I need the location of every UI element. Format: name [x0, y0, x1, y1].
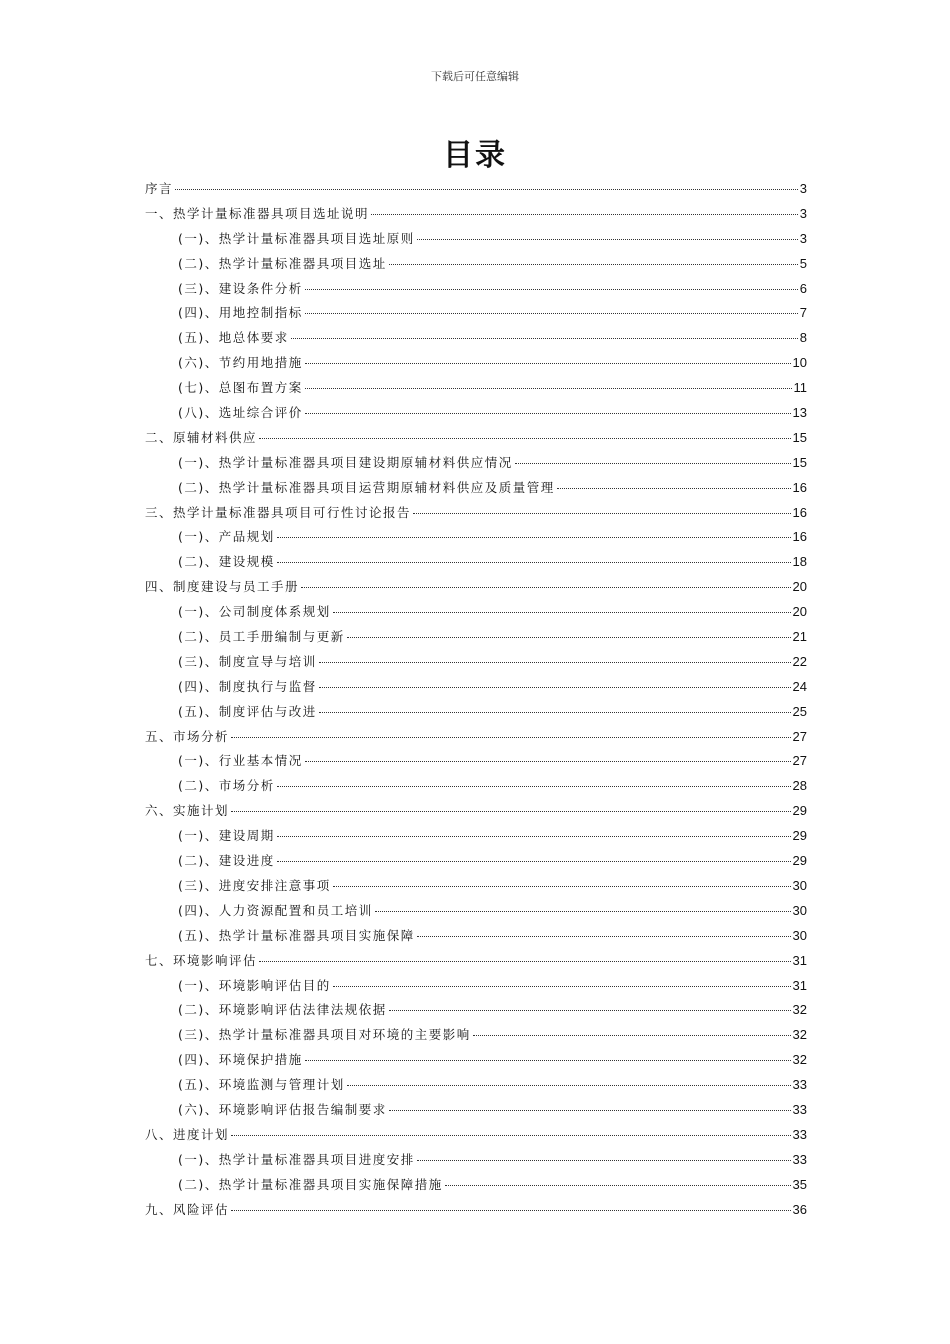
toc-entry-page-number: 3 [799, 230, 807, 246]
toc-entry-page-number: 5 [799, 255, 807, 271]
toc-entry-page-number: 29 [792, 828, 807, 844]
toc-entry[interactable] [145, 351, 807, 376]
toc-entry-page-number: 36 [792, 1201, 807, 1217]
dot-leader [259, 961, 791, 962]
toc-entry[interactable] [145, 1048, 807, 1073]
dot-leader [231, 811, 791, 812]
dot-leader [389, 1110, 791, 1111]
dot-leader [319, 712, 791, 713]
toc-entry-page-number: 16 [792, 529, 807, 545]
toc-entry-page-number: 13 [792, 405, 807, 421]
dot-leader [277, 537, 791, 538]
toc-entry-page-number: 3 [799, 205, 807, 221]
toc-entry[interactable] [145, 525, 807, 550]
toc-entry-label: (二)、热学计量标准器具项目运营期原辅材料供应及质量管理 [178, 479, 555, 495]
toc-entry-label: (三)、进度安排注意事项 [178, 877, 331, 893]
toc-entry[interactable] [145, 899, 807, 924]
dot-leader [175, 189, 798, 190]
toc-entry-label: (五)、制度评估与改进 [178, 703, 317, 719]
toc-entry-label: 六、实施计划 [145, 803, 230, 819]
toc-entry-page-number: 27 [792, 728, 807, 744]
toc-entry-page-number: 30 [792, 927, 807, 943]
dot-leader [375, 911, 791, 912]
toc-entry[interactable] [145, 476, 807, 501]
toc-entry-page-number: 33 [792, 1077, 807, 1093]
toc-entry-label: (六)、节约用地措施 [178, 355, 303, 371]
toc-entry[interactable] [145, 177, 807, 202]
toc-entry[interactable] [145, 1098, 807, 1123]
dot-leader [259, 438, 791, 439]
toc-entry-label: (一)、公司制度体系规划 [178, 604, 331, 620]
dot-leader [347, 1085, 791, 1086]
toc-entry-page-number: 29 [792, 803, 807, 819]
toc-entry[interactable] [145, 974, 807, 999]
toc-entry-label: 三、热学计量标准器具项目可行性讨论报告 [145, 504, 412, 520]
toc-entry-page-number: 6 [799, 280, 807, 296]
toc-entry-label: 八、进度计划 [145, 1126, 230, 1142]
dot-leader [389, 264, 798, 265]
toc-entry[interactable] [145, 252, 807, 277]
toc-entry[interactable] [145, 1123, 807, 1148]
toc-entry[interactable] [145, 949, 807, 974]
toc-entry[interactable] [145, 227, 807, 252]
toc-entry-label: (四)、用地控制指标 [178, 305, 303, 321]
toc-entry-label: (一)、行业基本情况 [178, 753, 303, 769]
toc-entry-label: (三)、热学计量标准器具项目对环境的主要影响 [178, 1027, 471, 1043]
toc-entry[interactable] [145, 301, 807, 326]
toc-entry[interactable] [145, 824, 807, 849]
toc-entry-page-number: 16 [792, 479, 807, 495]
toc-entry[interactable] [145, 1198, 807, 1223]
toc-entry-label: (五)、地总体要求 [178, 330, 289, 346]
toc-entry-label: 一、热学计量标准器具项目选址说明 [145, 205, 370, 221]
dot-leader [305, 363, 791, 364]
toc-entry-page-number: 32 [792, 1052, 807, 1068]
toc-entry[interactable] [145, 451, 807, 476]
toc-entry-label: (八)、选址综合评价 [178, 405, 303, 421]
toc-entry[interactable] [145, 600, 807, 625]
dot-leader [515, 463, 791, 464]
toc-entry-label: (二)、建设规模 [178, 554, 275, 570]
dot-leader [473, 1035, 791, 1036]
dot-leader [417, 1160, 791, 1161]
dot-leader [301, 587, 791, 588]
toc-entry-page-number: 8 [799, 330, 807, 346]
toc-title: 目录 [443, 138, 507, 173]
toc-entry-label: (三)、建设条件分析 [178, 280, 303, 296]
toc-entry-page-number: 11 [793, 380, 807, 396]
dot-leader [417, 239, 798, 240]
toc-entry-label: 九、风险评估 [145, 1201, 230, 1217]
toc-entry-label: (二)、建设进度 [178, 853, 275, 869]
dot-leader [277, 562, 791, 563]
table-of-contents [145, 177, 807, 1222]
dot-leader [557, 488, 791, 489]
toc-entry-page-number: 21 [792, 629, 807, 645]
dot-leader [371, 214, 798, 215]
dot-leader [319, 687, 791, 688]
toc-entry-page-number: 29 [792, 853, 807, 869]
toc-entry-label: (二)、环境影响评估法律法规依据 [178, 1002, 387, 1018]
toc-entry-page-number: 3 [799, 181, 807, 196]
toc-entry-label: (二)、员工手册编制与更新 [178, 629, 345, 645]
toc-entry[interactable] [145, 376, 807, 401]
toc-entry-label: (三)、制度宣导与培训 [178, 653, 317, 669]
toc-entry-label: (一)、热学计量标准器具项目进度安排 [178, 1151, 415, 1167]
toc-entry-label: (二)、市场分析 [178, 778, 275, 794]
toc-entry-page-number: 28 [792, 778, 807, 794]
toc-entry-page-number: 31 [792, 952, 807, 968]
toc-entry-page-number: 35 [792, 1176, 807, 1192]
toc-entry-page-number: 33 [792, 1151, 807, 1167]
toc-entry[interactable] [145, 625, 807, 650]
toc-entry-page-number: 27 [792, 753, 807, 769]
toc-entry-label: (一)、建设周期 [178, 828, 275, 844]
toc-entry-page-number: 16 [792, 504, 807, 520]
header-note: 下载后可任意编辑 [431, 70, 519, 83]
dot-leader [231, 1210, 791, 1211]
toc-entry-label: (二)、热学计量标准器具项目选址 [178, 255, 387, 271]
dot-leader [319, 662, 791, 663]
toc-entry-page-number: 20 [792, 604, 807, 620]
toc-entry-page-number: 10 [792, 355, 807, 371]
dot-leader [305, 761, 791, 762]
toc-entry[interactable] [145, 799, 807, 824]
dot-leader [277, 786, 791, 787]
toc-entry-label: (四)、环境保护措施 [178, 1052, 303, 1068]
dot-leader [277, 861, 791, 862]
dot-leader [347, 637, 791, 638]
toc-entry-page-number: 32 [792, 1027, 807, 1043]
toc-entry[interactable] [145, 1023, 807, 1048]
toc-entry[interactable] [145, 550, 807, 575]
toc-entry[interactable] [145, 1173, 807, 1198]
toc-entry[interactable] [145, 426, 807, 451]
toc-entry[interactable] [145, 675, 807, 700]
toc-entry-label: (四)、制度执行与监督 [178, 678, 317, 694]
toc-entry-label: (一)、热学计量标准器具项目选址原则 [178, 230, 415, 246]
dot-leader [413, 513, 791, 514]
toc-entry-page-number: 33 [792, 1126, 807, 1142]
toc-entry-page-number: 30 [792, 877, 807, 893]
toc-entry-page-number: 22 [792, 653, 807, 669]
toc-entry-page-number: 20 [792, 579, 807, 595]
toc-entry-label: 五、市场分析 [145, 728, 230, 744]
toc-entry-label: 四、制度建设与员工手册 [145, 579, 300, 595]
toc-entry-label: (一)、产品规划 [178, 529, 275, 545]
dot-leader [445, 1185, 791, 1186]
dot-leader [333, 886, 791, 887]
toc-entry-page-number: 15 [792, 454, 807, 470]
toc-entry[interactable] [145, 202, 807, 227]
dot-leader [305, 388, 792, 389]
toc-entry-label: 序言 [145, 181, 174, 196]
dot-leader [333, 986, 791, 987]
toc-entry[interactable] [145, 700, 807, 725]
toc-entry-page-number: 25 [792, 703, 807, 719]
toc-entry-label: (七)、总图布置方案 [178, 380, 303, 396]
toc-entry[interactable] [145, 924, 807, 949]
toc-entry[interactable] [145, 277, 807, 302]
dot-leader [231, 737, 791, 738]
toc-entry[interactable] [145, 749, 807, 774]
toc-entry-page-number: 15 [792, 429, 807, 445]
toc-entry[interactable] [145, 575, 807, 600]
toc-entry-label: (一)、环境影响评估目的 [178, 977, 331, 993]
dot-leader [291, 338, 798, 339]
dot-leader [417, 936, 791, 937]
toc-entry-page-number: 18 [792, 554, 807, 570]
toc-entry[interactable] [145, 725, 807, 750]
toc-entry[interactable] [145, 849, 807, 874]
dot-leader [277, 836, 791, 837]
toc-entry[interactable] [145, 650, 807, 675]
toc-entry-label: (五)、热学计量标准器具项目实施保障 [178, 927, 415, 943]
toc-entry-page-number: 32 [792, 1002, 807, 1018]
dot-leader [389, 1010, 791, 1011]
toc-entry[interactable] [145, 501, 807, 526]
toc-entry-label: 七、环境影响评估 [145, 952, 258, 968]
toc-entry-label: (五)、环境监测与管理计划 [178, 1077, 345, 1093]
dot-leader [305, 289, 798, 290]
dot-leader [305, 413, 791, 414]
toc-entry[interactable] [145, 998, 807, 1023]
toc-entry[interactable] [145, 774, 807, 799]
toc-entry[interactable] [145, 874, 807, 899]
toc-entry-page-number: 33 [792, 1101, 807, 1117]
dot-leader [231, 1135, 791, 1136]
toc-entry[interactable] [145, 401, 807, 426]
toc-entry-page-number: 30 [792, 902, 807, 918]
toc-entry-page-number: 24 [792, 678, 807, 694]
toc-entry-label: (一)、热学计量标准器具项目建设期原辅材料供应情况 [178, 454, 513, 470]
toc-entry-label: (六)、环境影响评估报告编制要求 [178, 1101, 387, 1117]
dot-leader [333, 612, 791, 613]
dot-leader [305, 313, 798, 314]
toc-entry[interactable] [145, 1073, 807, 1098]
toc-entry-label: (四)、人力资源配置和员工培训 [178, 902, 373, 918]
dot-leader [305, 1060, 791, 1061]
toc-entry[interactable] [145, 1148, 807, 1173]
toc-entry-label: 二、原辅材料供应 [145, 429, 258, 445]
toc-entry-label: (二)、热学计量标准器具项目实施保障措施 [178, 1176, 443, 1192]
toc-entry[interactable] [145, 326, 807, 351]
toc-entry-page-number: 7 [799, 305, 807, 321]
toc-entry-page-number: 31 [792, 977, 807, 993]
